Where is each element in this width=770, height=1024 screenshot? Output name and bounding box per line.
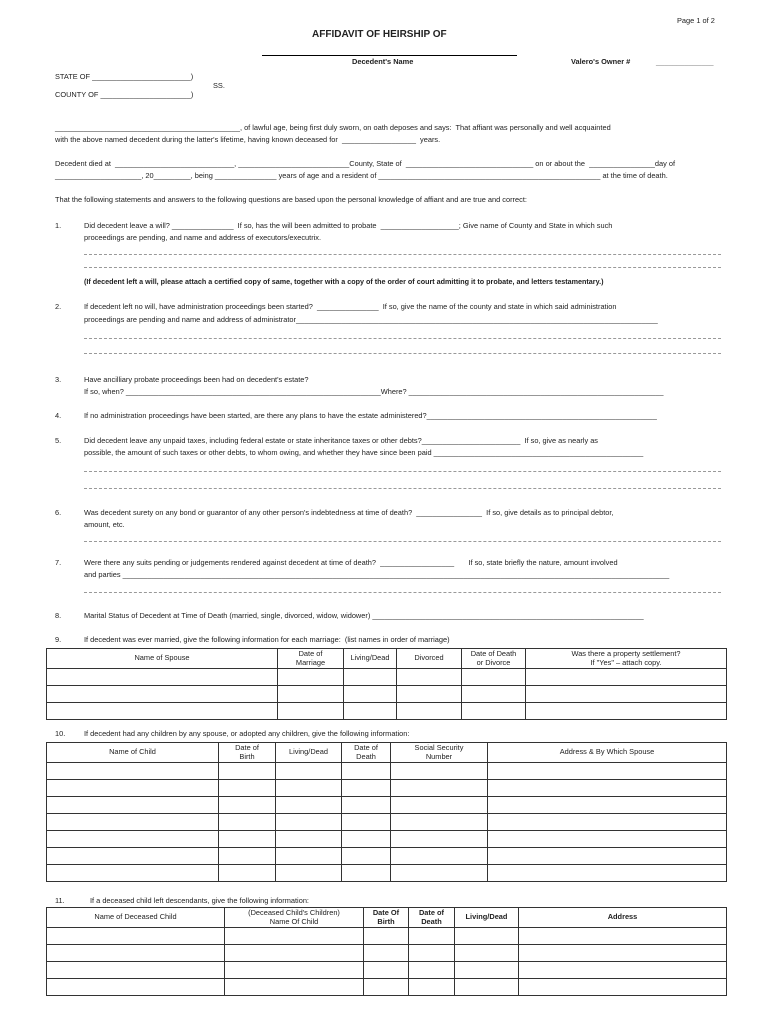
col-header: Living/Dead	[344, 649, 397, 669]
intro-line-1[interactable]: _____________________________________________, of lawful age, being first duly sworn, on oath deposes and says: That affiant was personally and well acquainted	[55, 123, 611, 132]
table-row[interactable]	[47, 865, 727, 882]
ss-label: SS.	[213, 81, 225, 90]
q6-line-1[interactable]: Was decedent surety on any bond or guarantor of any other person's indebtedness at time of death? ________________ If so, give details as to principal debtor,	[84, 508, 614, 517]
page-number: Page 1 of 2	[677, 16, 715, 25]
table-row[interactable]	[47, 669, 727, 686]
q2-answer-line[interactable]	[84, 353, 721, 354]
q6-number: 6.	[55, 508, 62, 517]
q1-line-2: proceedings are pending, and name and address of executors/executrix.	[84, 233, 322, 242]
col-header: Divorced	[397, 649, 462, 669]
col-header: Name of Spouse	[47, 649, 278, 669]
col-header: Name of Deceased Child	[47, 908, 225, 928]
table-row[interactable]	[47, 814, 727, 831]
q4-number: 4.	[55, 411, 62, 420]
table-row[interactable]	[47, 780, 727, 797]
col-header: Address & By Which Spouse	[488, 743, 727, 763]
q1-note: (If decedent left a will, please attach a certified copy of same, together with a copy of the order of court admitting it to probate, and letters testamentary.)	[84, 277, 604, 286]
col-header: Date of Death	[342, 743, 391, 763]
table-row[interactable]	[47, 962, 727, 979]
q9-line-1: If decedent was ever married, give the following information for each marriage: (list names in order of marriage)	[84, 635, 450, 644]
state-line[interactable]: STATE OF ________________________)	[55, 72, 194, 81]
q9-number: 9.	[55, 635, 62, 644]
col-header: Social Security Number	[391, 743, 488, 763]
q5-answer-line[interactable]	[84, 471, 721, 472]
death-line-1[interactable]: Decedent died at _____________________________, ___________________________County, State of _______________________________ on or about the ________________day of	[55, 159, 676, 168]
col-header: Name of Child	[47, 743, 219, 763]
intro-line-2[interactable]: with the above named decedent during the latter's lifetime, having known deceased for __________________ years.	[55, 135, 441, 144]
q3-number: 3.	[55, 375, 62, 384]
col-header: Living/Dead	[455, 908, 519, 928]
table-row[interactable]	[47, 945, 727, 962]
table-row[interactable]	[47, 763, 727, 780]
col-header: Date of Death or Divorce	[462, 649, 526, 669]
q10-line-1: If decedent had any children by any spouse, or adopted any children, give the following information:	[84, 729, 410, 738]
col-header: Date of Marriage	[278, 649, 344, 669]
q3-line-2[interactable]: If so, when? ______________________________________________________________Where? ______________________________________________________________	[84, 387, 664, 396]
q3-line-1: Have ancilliary probate proceedings been had on decedent's estate?	[84, 375, 309, 384]
death-line-2[interactable]: _____________________, 20_________, being _______________ years of age and a resident of ______________________________________________________ at the time of death.	[55, 171, 668, 180]
table-row[interactable]	[47, 686, 727, 703]
county-line[interactable]: COUNTY OF ______________________)	[55, 90, 194, 99]
children-table	[46, 742, 727, 882]
col-header: Date Of Birth	[364, 908, 409, 928]
owner-number-field[interactable]: ______________	[656, 57, 714, 66]
col-header: Was there a property settlement? If "Yes" – attach copy.	[526, 649, 727, 669]
q1-line-1[interactable]: Did decedent leave a will? _______________ If so, has the will been admitted to probate ___________________; Give name of County and State in which such	[84, 221, 613, 230]
q1-answer-line[interactable]	[84, 267, 721, 268]
col-header: Living/Dead	[276, 743, 342, 763]
decedent-name-label: Decedent's Name	[352, 57, 414, 66]
q4-line-1[interactable]: If no administration proceedings have been started, are there any plans to have the estate administered?________________________________________________________	[84, 411, 657, 420]
q1-number: 1.	[55, 221, 62, 230]
q7-number: 7.	[55, 558, 62, 567]
q7-line-1[interactable]: Were there any suits pending or judgements rendered against decedent at time of death? __________________ If so, state briefly the nature, amount involved	[84, 558, 618, 567]
table-row[interactable]	[47, 797, 727, 814]
descendants-table	[46, 907, 727, 996]
q2-number: 2.	[55, 302, 62, 311]
q2-line-2[interactable]: proceedings are pending and name and address of administrator________________________________________________________________________________________	[84, 315, 658, 324]
q6-answer-line[interactable]	[84, 541, 721, 542]
table-row[interactable]	[47, 928, 727, 945]
statement-text: That the following statements and answers to the following questions are based upon the personal knowledge of affiant and are true and correct:	[55, 195, 527, 204]
col-header: Date of Death	[409, 908, 455, 928]
table-row[interactable]	[47, 831, 727, 848]
col-header: Address	[519, 908, 727, 928]
decedent-name-line[interactable]	[262, 55, 517, 56]
table-row[interactable]	[47, 979, 727, 996]
q10-number: 10.	[55, 729, 66, 738]
q8-line-1[interactable]: Marital Status of Decedent at Time of Death (married, single, divorced, widow, widower) __________________________________________________________________	[84, 611, 644, 620]
q7-line-2[interactable]: and parties _____________________________________________________________________________________________________________________________________	[84, 570, 670, 579]
col-header: Date of Birth	[219, 743, 276, 763]
form-title: AFFIDAVIT OF HEIRSHIP OF	[312, 29, 447, 40]
q5-line-2[interactable]: possible, the amount of such taxes or other debts, to whom owing, and whether they have since been paid ___________________________________________________	[84, 448, 644, 457]
q2-answer-line[interactable]	[84, 338, 721, 339]
q7-answer-line[interactable]	[84, 592, 721, 593]
q8-number: 8.	[55, 611, 62, 620]
q1-answer-line[interactable]	[84, 254, 721, 255]
q11-number: 11.	[55, 896, 65, 905]
q5-answer-line[interactable]	[84, 488, 721, 489]
table-row[interactable]	[47, 703, 727, 720]
q11-line-1: If a deceased child left descendants, give the following information:	[90, 896, 309, 905]
table-row[interactable]	[47, 848, 727, 865]
marriage-table	[46, 648, 727, 720]
q5-line-1[interactable]: Did decedent leave any unpaid taxes, including federal estate or state inheritance taxes or other debts?________________________ If so, give as nearly as	[84, 436, 599, 445]
q6-line-2: amount, etc.	[84, 520, 125, 529]
q2-line-1[interactable]: If decedent left no will, have administration proceedings been started? _______________ If so, give the name of the county and state in which said administration	[84, 302, 617, 311]
owner-number-label: Valero's Owner #	[571, 57, 631, 66]
col-header: (Deceased Child's Children) Name Of Child	[225, 908, 364, 928]
q5-number: 5.	[55, 436, 62, 445]
